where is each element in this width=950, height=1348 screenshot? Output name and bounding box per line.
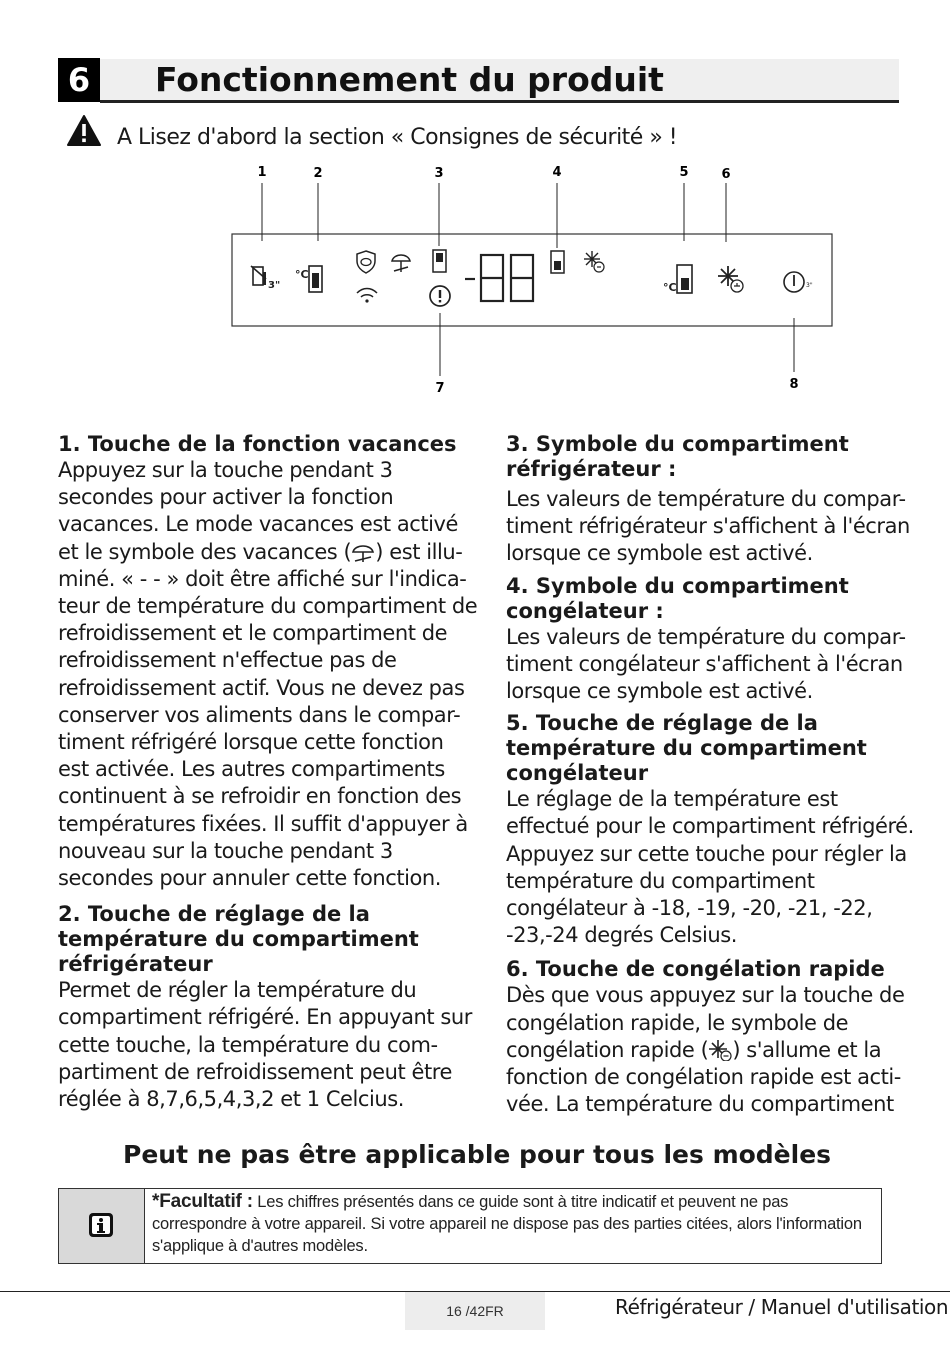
callout-7: 7 bbox=[435, 381, 445, 396]
svg-text:°C: °C bbox=[663, 281, 677, 294]
note-label: *Facultatif : bbox=[152, 1191, 253, 1212]
item3-title: 3. Symbole du compartiment réfrigérateur : bbox=[506, 432, 849, 481]
section-number: 6 bbox=[58, 58, 100, 102]
callout-8: 8 bbox=[789, 377, 799, 392]
callout-1: 1 bbox=[257, 165, 267, 180]
callout-5: 5 bbox=[679, 165, 689, 180]
info-icon bbox=[88, 1212, 114, 1238]
section-title: Fonctionnement du produit bbox=[155, 60, 664, 99]
control-panel-diagram bbox=[225, 158, 840, 398]
note-text: *Facultatif : Les chiffres présentés dans ce guide sont à titre indicatif et peuvent ne pas correspondre à votre appareil. Si votre appareil ne dispose pas des parties citées, alors l'information s'applique à d'autres modèles. bbox=[152, 1191, 862, 1255]
holiday-umbrella-icon bbox=[351, 541, 375, 563]
item4-text: Les valeurs de température du compar-timent congélateur s'affichent à l'écran lorsque ce symbole est activé. bbox=[506, 624, 906, 704]
callout-6: 6 bbox=[721, 167, 731, 182]
footer-title: Réfrigérateur / Manuel d'utilisation bbox=[615, 1295, 949, 1319]
item6-text: Dès que vous appuyez sur la touche de congélation rapide, le symbole de congélation rapide ( ) s'allume et la fonction de congélation rapide est acti-vée. La température du compartiment bbox=[506, 983, 905, 1117]
svg-text:3": 3" bbox=[268, 280, 281, 291]
svg-text:3": 3" bbox=[806, 282, 813, 289]
right-column bbox=[506, 432, 921, 1124]
svg-text:°C: °C bbox=[295, 268, 309, 281]
quick-freeze-icon bbox=[708, 1039, 732, 1061]
item1-text: Appuyez sur la touche pendant 3 secondes pour activer la fonction vacances. Le mode vacances est activé et le symbole des vacances ( ) est illu-miné. « - - » doit être affiché sur l'indica-teur de température du compartiment de refroidissement et le compartiment de refroidissement n'effectue pas de refroidissement actif. Vous ne devez pas conserver vos aliments dans le compar-timent réfrigéré lorsque cette fonction est activée. Les autres compartiments continuent à se refroidir en fonction des températures fixées. Il suffit d'appuyer à nouveau sur la touche pendant 3 secondes pour annuler cette fonction. bbox=[58, 458, 478, 891]
item3-text: Les valeurs de température du compar-timent réfrigérateur s'affichent à l'écran lorsque ce symbole est activé. bbox=[506, 487, 910, 566]
callout-3: 3 bbox=[434, 166, 444, 181]
applicability-heading: Peut ne pas être applicable pour tous les modèles bbox=[123, 1140, 832, 1169]
item2-title: 2. Touche de réglage de la température du compartiment réfrigérateur bbox=[58, 902, 419, 977]
left-column bbox=[58, 432, 478, 1119]
item1-title: 1. Touche de la fonction vacances bbox=[58, 432, 457, 456]
callout-2: 2 bbox=[313, 166, 323, 181]
callout-4: 4 bbox=[552, 165, 562, 180]
page-number: 16 /42FR bbox=[405, 1292, 545, 1330]
item5-title: 5. Touche de réglage de la température du compartiment congélateur bbox=[506, 711, 867, 786]
item2-text: Permet de régler la température du compartiment réfrigéré. En appuyant sur cette touche, la température du com-partiment de refroidissement peut être réglée à 8,7,6,5,4,3,2 et 1 Celcius. bbox=[58, 978, 472, 1112]
item6-title: 6. Touche de congélation rapide bbox=[506, 957, 885, 982]
item5-text: Le réglage de la température est effectué pour le compartiment réfrigéré. Appuyez sur cette touche pour régler la température du compartiment congélateur à -18, -19, -20, -21, -22, -23,-24 degrés Celsius. bbox=[506, 787, 914, 948]
item4-title: 4. Symbole du compartiment congélateur : bbox=[506, 573, 849, 623]
warning-triangle-icon bbox=[66, 114, 102, 148]
warning-text: A Lisez d'abord la section « Consignes de sécurité » ! bbox=[117, 125, 678, 150]
